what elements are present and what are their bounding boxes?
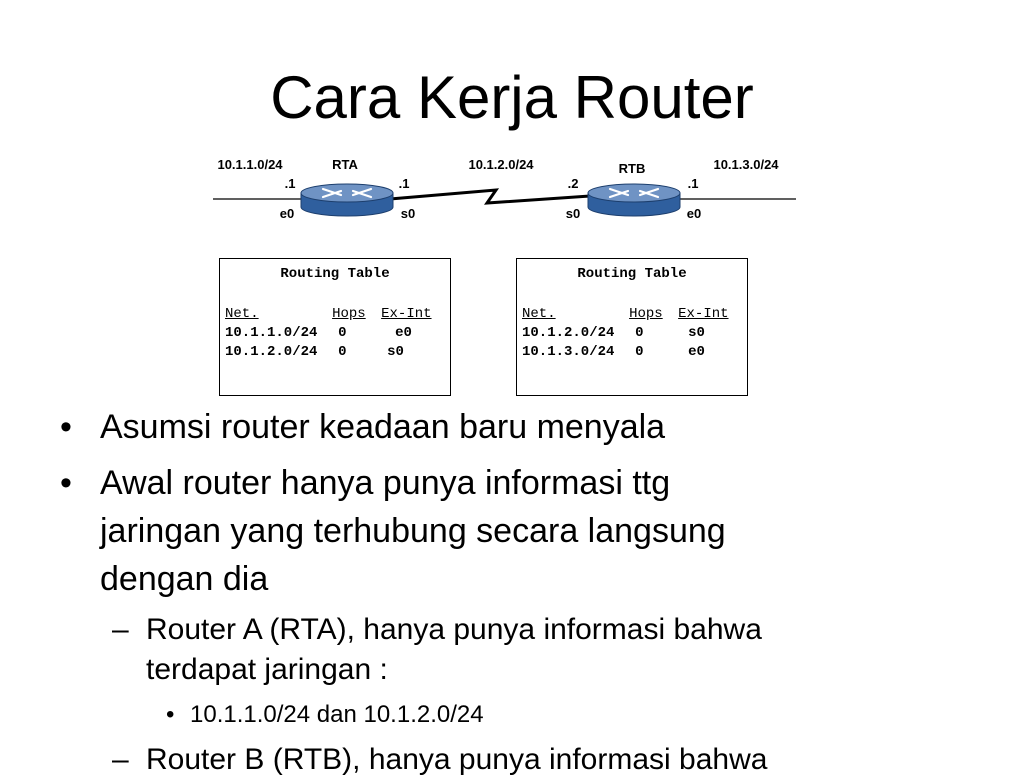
bullet-text: Asumsi router keadaan baru menyala (100, 408, 666, 446)
rtb-left-ip: .2 (567, 176, 579, 191)
sub-bullet-text-line: Router A (RTA), hanya punya informasi bahwa (146, 613, 762, 646)
dash-mark: – (112, 743, 129, 776)
cell-hops: 0 (338, 344, 347, 360)
router-rta-name: RTA (332, 157, 358, 172)
cell-ex-int: e0 (395, 325, 412, 341)
table-row (225, 343, 450, 362)
network-label-right: 10.1.3.0/24 (713, 157, 779, 172)
serial-link (390, 190, 590, 203)
bullet-text-line: dengan dia (100, 560, 269, 598)
rtb-right-ip: .1 (687, 176, 699, 191)
column-header-net: Net. (522, 306, 556, 322)
table-row (522, 324, 747, 343)
table-header-row (225, 305, 450, 324)
cell-hops: 0 (635, 325, 644, 341)
bullet-text-line: jaringan yang terhubung secara langsung (100, 512, 726, 550)
cell-net: 10.1.2.0/24 (225, 344, 318, 360)
routing-table-title: Routing Table (577, 266, 687, 282)
rta-right-iface: s0 (400, 206, 416, 221)
cell-ex-int: e0 (688, 344, 705, 360)
bullet-item (60, 403, 880, 451)
sub-bullet-text-line: terdapat jaringan : (146, 653, 388, 686)
bullet-mark: • (166, 701, 175, 728)
cell-net: 10.1.3.0/24 (522, 344, 615, 360)
sub-bullet-item (112, 740, 886, 780)
router-rta-icon (301, 184, 393, 216)
routing-table-rta (219, 258, 451, 396)
column-header-ex-int: Ex-Int (381, 306, 432, 322)
table-row (225, 324, 450, 343)
table-header-row (522, 305, 747, 324)
rta-left-ip: .1 (284, 176, 296, 191)
cell-net: 10.1.2.0/24 (522, 325, 615, 341)
network-label-left: 10.1.1.0/24 (217, 157, 283, 172)
bullet-text-line: Awal router hanya punya informasi ttg (100, 464, 671, 502)
column-header-hops: Hops (332, 306, 366, 322)
bullet-item (60, 459, 880, 603)
routing-table-rtb (516, 258, 748, 396)
cell-ex-int: s0 (688, 325, 705, 341)
dash-mark: – (112, 613, 129, 646)
routing-table-grid (522, 305, 747, 362)
router-rtb-icon (588, 184, 680, 216)
sub-sub-bullet-text: 10.1.1.0/24 dan 10.1.2.0/24 (190, 701, 484, 728)
network-label-middle: 10.1.2.0/24 (468, 157, 534, 172)
routing-table-title: Routing Table (280, 266, 390, 282)
sub-bullet-item (112, 610, 886, 690)
cell-net: 10.1.1.0/24 (225, 325, 318, 341)
column-header-net: Net. (225, 306, 259, 322)
bullet-mark: • (60, 408, 72, 446)
cell-hops: 0 (338, 325, 347, 341)
slide-title: Cara Kerja Router (270, 64, 754, 131)
cell-ex-int: s0 (387, 344, 404, 360)
router-rtb-name: RTB (618, 161, 646, 176)
rtb-right-iface: e0 (686, 206, 702, 221)
sub-bullet-text-line: Router B (RTB), hanya punya informasi bahwa (146, 743, 768, 776)
bullet-mark: • (60, 464, 72, 502)
rta-right-ip: .1 (398, 176, 410, 191)
table-row (522, 343, 747, 362)
column-header-ex-int: Ex-Int (678, 306, 729, 322)
sub-sub-bullet-item (166, 699, 790, 731)
rtb-left-iface: s0 (565, 206, 581, 221)
column-header-hops: Hops (629, 306, 663, 322)
routing-table-grid (225, 305, 450, 362)
cell-hops: 0 (635, 344, 644, 360)
rta-left-iface: e0 (279, 206, 295, 221)
